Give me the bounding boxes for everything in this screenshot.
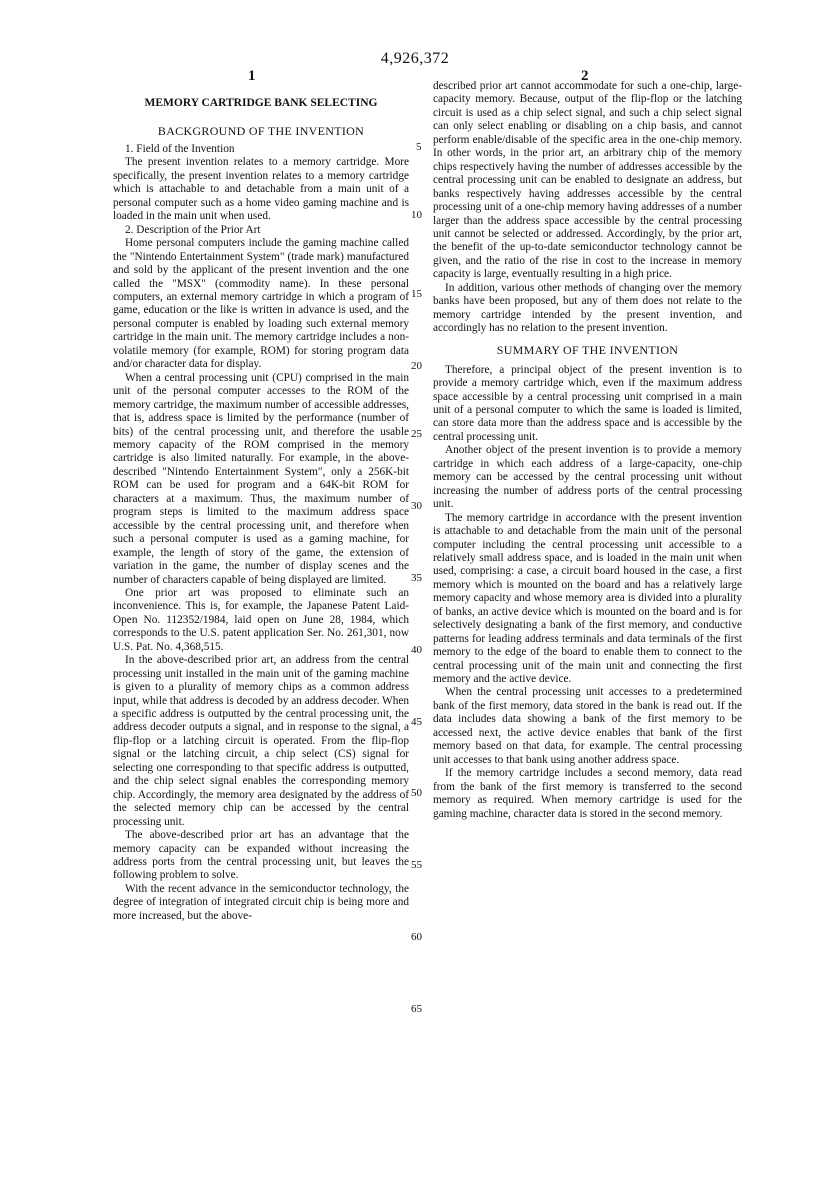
right-column-number: 2: [581, 68, 589, 84]
paragraph: In the above-described prior art, an address from the central processing unit installed in the main unit of the gaming machine is given to a plurality of memory chips as a common address input, while that address is decoded by an address decoder. When a specific address is outputted by the central processing unit, the address decoder outputs a signal, and in response to the signal, a flip-flop or a latching circuit is operated. From the flip-flop signal or the latching circuit, a chip select (CS) signal for selecting one corresponding to that specific address is outputted, and the chip select signal enables the corresponding memory chip. Accordingly, the memory area designated by the address of the selected memory chip can be accessed by the central processing unit.: [113, 654, 409, 828]
subheading-prior-art: 2. Description of the Prior Art: [125, 223, 261, 236]
line-number: 15: [411, 288, 422, 300]
subheading-field: 1. Field of the Invention: [125, 143, 235, 155]
patent-title: MEMORY CARTRIDGE BANK SELECTING: [144, 97, 378, 109]
heading-background: BACKGROUND OF THE INVENTION: [157, 124, 365, 138]
line-number: 10: [411, 209, 422, 221]
line-number: 60: [411, 931, 422, 943]
paragraph: In addition, various other methods of changing over the memory banks have been proposed, but any of them does not relate to the memory cartridge intended by the present invention, and accordingly has no relation to the present invention.: [433, 281, 742, 335]
line-number: 40: [411, 644, 422, 656]
paragraph: When a central processing unit (CPU) comprised in the main unit of the personal computer accesses to the ROM of the memory cartridge, the maximum number of accessible addresses, that is, address space is limited by the performance (number of bits) of the central processing unit, and therefore the usable memory capacity of the ROM comprised in the memory cartridge is also limited naturally. For example, in the above-described "Nintendo Entertainment System", only a 256K-bit ROM can be used for program and a 64K-bit ROM for characters at a maximum. Thus, the maximum number of program steps is limited to the maximum address space accessible by the central processing unit, and therefore when such a personal computer is used as a gaming machine, for example, the length of story of the game, the extension of variation in the game, the number of display scenes and the number of characters capable of being displayed are limited.: [113, 371, 409, 586]
paragraph: If the memory cartridge includes a second memory, data read from the bank of the first memory is transferred to the second memory as required. When memory cartridge is used for the gaming machine, character data is stored in the second memory.: [433, 767, 742, 820]
line-number: 55: [411, 859, 422, 871]
line-number: 35: [411, 572, 422, 584]
paragraph: The present invention relates to a memory cartridge. More specifically, the present invention relates to a memory cartridge which is attachable to and detachable from a main unit of a personal computer such as a home video gaming machine and is loaded in the main unit when used.: [113, 156, 409, 223]
line-number: 65: [411, 1003, 422, 1015]
paragraph: Home personal computers include the gaming machine called the "Nintendo Entertainment System" (trade mark) manufactured and sold by the applicant of the present invention and the one called the "MSX" (commodity name). In these personal computers, an external memory cartridge in which a program of game, education or the like is written in advance is used, and the personal computer is enabled by loading such external memory cartridge in the main unit. The memory cartridge includes a non-volatile memory (for example, ROM) for storing program data and/or character data for display.: [113, 237, 409, 371]
line-number: 5: [416, 141, 422, 153]
left-column: [113, 96, 409, 923]
paragraph: described prior art cannot accommodate for such a one-chip, large-capacity memory. Because, output of the flip-flop or the latching circuit is used as a chip select signal, and such a chip select signal can only select enabling or disabling on a chip basis, and cannot perform enable/disable of the specific area in the one-chip memory. In other words, in the prior art, an arbitrary chip of the memory chips respectively having the number of addresses accessible by the central processing unit can be enabled to designate an address, but banks respectively having addresses accessible by the central processing unit of a one-chip memory having addresses of a number larger than the address space accessible by the central processing unit cannot be selected or addressed. Accordingly, by the prior art, the benefit of the up-to-date semiconductor technology cannot be given, and the ratio of the rise in cost to the increase in memory capacity is large, eventually resulting in a high price.: [433, 80, 742, 281]
paragraph: The memory cartridge in accordance with the present invention is attachable to and detachable from the main unit of the personal computer including the central processing unit accessible to a relatively small address space, and is loaded in the main unit when used, comprising: a case, a circuit board housed in the case, a first memory which is mounted on the board and has a relatively large memory capacity and whose memory area is divided into a plurality of banks, an active device which is mounted on the board and is for selectively designating a bank of the first memory, and conductive patterns for leading address terminals and data terminals of the first memory to the edge of the board to enable them to connect to the central processing unit of the main unit and connecting the first memory and the active device.: [433, 511, 742, 686]
line-number: 25: [411, 428, 422, 440]
line-number: 20: [411, 360, 422, 372]
line-number: 45: [411, 716, 422, 728]
paragraph: With the recent advance in the semiconductor technology, the degree of integration of integrated circuit chip is being more and more increased, but the above-: [113, 882, 409, 922]
heading-summary: SUMMARY OF THE INVENTION: [496, 342, 679, 357]
paragraph: The above-described prior art has an advantage that the memory capacity can be expanded without increasing the address ports from the central processing unit, but leaves the following problem to solve.: [113, 829, 409, 882]
right-column: [433, 80, 742, 821]
patent-number: 4,926,372: [380, 50, 450, 67]
line-number: 30: [411, 500, 422, 512]
paragraph: Therefore, a principal object of the present invention is to provide a memory cartridge which, even if the maximum address space accessible by a central processing unit comprised in a main unit of a personal computer to which the same is loaded is limited, can store data more than the address space and is accessible by the central processing unit.: [433, 363, 742, 443]
paragraph: When the central processing unit accesses to a predetermined bank of the first memory, data stored in the bank is read out. If the data includes data showing a bank of the first memory to be accessed next, the active device enables that bank of the first memory based on that data, for example. The central processing unit accesses to that bank using another address space.: [433, 686, 742, 766]
paragraph: One prior art was proposed to eliminate such an inconvenience. This is, for example, the Japanese Patent Laid-Open No. 112352/1984, laid open on June 28, 1984, which corresponds to the U.S. patent application Ser. No. 261,301, now U.S. Pat. No. 4,368,515.: [113, 586, 409, 653]
left-column-number: 1: [248, 68, 256, 84]
line-number: 50: [411, 787, 422, 799]
paragraph: Another object of the present invention is to provide a memory cartridge in which each address of a large-capacity, one-chip memory can be accessed by the central processing unit without increasing the number of address ports of the central processing unit.: [433, 444, 742, 511]
